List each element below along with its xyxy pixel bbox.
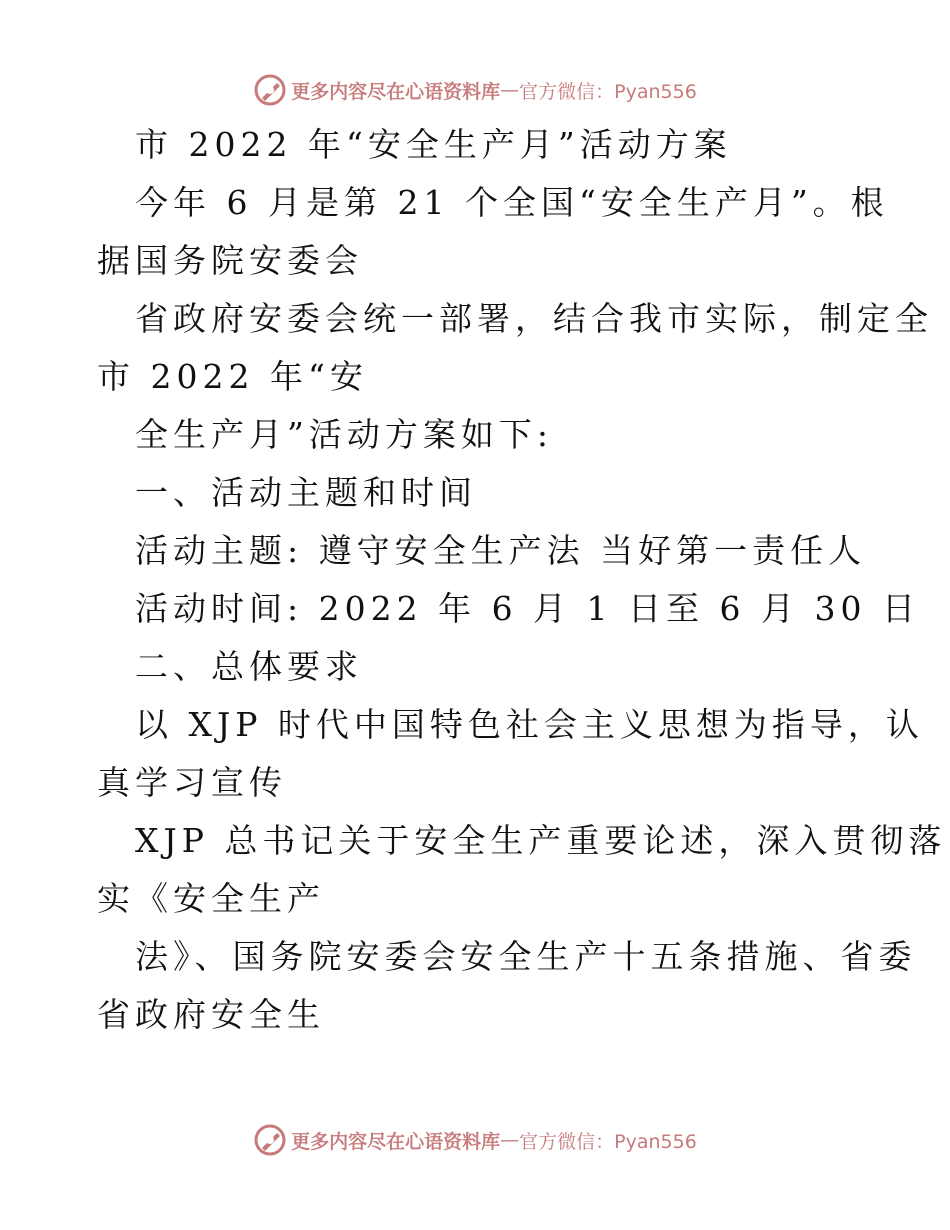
section-heading: 一、活动主题和时间 [135, 473, 477, 512]
doc-line: 实《安全生产 [97, 879, 325, 918]
doc-line: 市 2022 年“安 [97, 357, 368, 396]
watermark-wechat: 官方微信：Pyan556 [519, 80, 697, 103]
watermark-wechat: 官方微信：Pyan556 [519, 1130, 697, 1153]
doc-line: 以 XJP 时代中国特色社会主义思想为指导，认 [135, 705, 924, 744]
doc-line: 省政府安全生 [97, 995, 325, 1034]
doc-line: 全生产月”活动方案如下: [135, 415, 553, 454]
doc-line: 活动时间: 2022 年 6 月 1 日至 6 月 30 日 [135, 589, 920, 628]
footer-watermark [0, 1120, 950, 1160]
watermark-dash: — [500, 79, 520, 101]
doc-line: 今年 6 月是第 21 个全国“安全生产月”。根 [135, 183, 889, 222]
section-heading: 二、总体要求 [135, 647, 363, 686]
doc-line: 活动主题: 遵守安全生产法 当好第一责任人 [135, 531, 867, 570]
doc-line: 省政府安委会统一部署，结合我市实际，制定全 [135, 299, 933, 338]
header-watermark [0, 70, 950, 110]
doc-line: 真学习宣传 [97, 763, 287, 802]
pen-logo-icon [253, 73, 287, 107]
doc-line: 法》、国务院安委会安全生产十五条措施、省委 [135, 937, 917, 976]
doc-title: 市 2022 年“安全生产月”活动方案 [135, 125, 732, 164]
watermark-text: 更多内容尽在心语资料库 [291, 80, 501, 103]
doc-line: XJP 总书记关于安全生产重要论述，深入贯彻落 [135, 821, 947, 860]
doc-line: 据国务院安委会 [97, 241, 363, 280]
pen-logo-icon [253, 1123, 287, 1157]
watermark-text: 更多内容尽在心语资料库 [291, 1130, 501, 1153]
watermark-dash: — [500, 1129, 520, 1151]
